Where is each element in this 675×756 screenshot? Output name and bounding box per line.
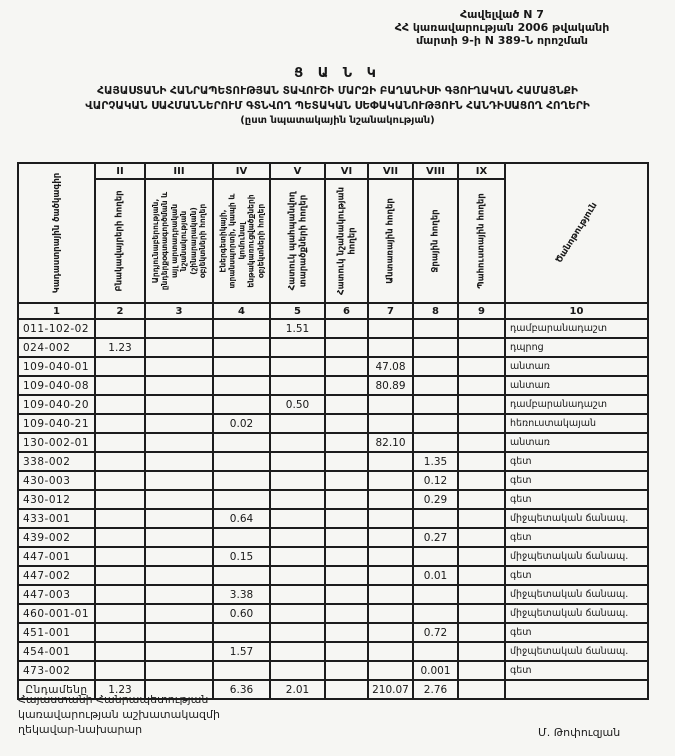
value-cell [458, 661, 505, 680]
value-cell [458, 319, 505, 338]
note-cell: անտառ [505, 357, 648, 376]
value-cell [270, 566, 325, 585]
value-cell [95, 376, 145, 395]
col-header-note: Ծանոթություն [505, 163, 648, 303]
value-cell [325, 642, 368, 661]
col-num-1: 1 [18, 303, 95, 319]
value-cell [325, 395, 368, 414]
value-cell [95, 642, 145, 661]
value-cell [145, 509, 213, 528]
cadastral-code-cell: 011-102-02 [18, 319, 95, 338]
value-cell [458, 604, 505, 623]
value-cell [270, 585, 325, 604]
cadastral-code-cell: 473-002 [18, 661, 95, 680]
value-cell [95, 585, 145, 604]
table-row [18, 452, 648, 471]
value-cell [325, 680, 368, 699]
value-cell [213, 338, 270, 357]
subtitle-line-2: ՎԱՐՉԱԿԱՆ ՍԱՀՄԱՆՆԵՐՈՒՄ ԳՏՆՎՈՂ ՊԵՏԱԿԱՆ ՍԵՓԱԿԱՆՈՒԹՅՈՒՆ ՀԱՆԴԻՍԱՑՈՂ ՀՈՂԵՐԻ [85, 100, 590, 112]
value-cell [458, 623, 505, 642]
value-cell: 0.60 [213, 604, 270, 623]
value-cell [458, 433, 505, 452]
value-cell [270, 338, 325, 357]
value-cell [368, 490, 413, 509]
column-number-row [18, 303, 648, 319]
cadastral-code-cell: 130-002-01 [18, 433, 95, 452]
roman-II: II [95, 163, 145, 179]
value-cell [413, 585, 458, 604]
land-parcels-table [17, 162, 649, 700]
value-cell [368, 604, 413, 623]
note-cell: անտառ [505, 433, 648, 452]
value-cell: 0.27 [413, 528, 458, 547]
col-header-infrastructure-lands: Էներգետիկայի, տրանսպորտի, կապի և կոմունալ ենթակառուցվածքների օբյեկտների հողեր [213, 179, 270, 303]
value-cell [368, 319, 413, 338]
value-cell [95, 661, 145, 680]
value-cell [270, 528, 325, 547]
value-cell [368, 395, 413, 414]
value-cell [270, 490, 325, 509]
value-cell: 1.23 [95, 680, 145, 699]
value-cell [325, 452, 368, 471]
cadastral-code-cell: 433-001 [18, 509, 95, 528]
value-cell [458, 585, 505, 604]
roman-VII: VII [368, 163, 413, 179]
value-cell [368, 623, 413, 642]
value-cell [145, 471, 213, 490]
value-cell [458, 471, 505, 490]
cadastral-code-cell: 451-001 [18, 623, 95, 642]
value-cell: 0.50 [270, 395, 325, 414]
value-cell [413, 395, 458, 414]
table-row [18, 661, 648, 680]
value-cell: 2.76 [413, 680, 458, 699]
value-cell: 0.64 [213, 509, 270, 528]
value-cell: 2.01 [270, 680, 325, 699]
value-cell [458, 547, 505, 566]
cadastral-code-cell: 447-001 [18, 547, 95, 566]
cadastral-code-cell: 109-040-21 [18, 414, 95, 433]
value-cell [458, 490, 505, 509]
value-cell: 0.001 [413, 661, 458, 680]
cadastral-code-cell: 338-002 [18, 452, 95, 471]
table-row [18, 433, 648, 452]
value-cell [325, 585, 368, 604]
cadastral-code-cell: 430-003 [18, 471, 95, 490]
roman-IV: IV [213, 163, 270, 179]
value-cell [270, 661, 325, 680]
value-cell [145, 547, 213, 566]
annex-line-3: մարտի 9-ի N 389-Ն որոշման [415, 34, 589, 47]
table-row [18, 319, 648, 338]
note-cell: դամբարանադաշտ [505, 395, 648, 414]
value-cell [145, 338, 213, 357]
table-row [18, 471, 648, 490]
value-cell [145, 357, 213, 376]
value-cell [145, 585, 213, 604]
cadastral-code-cell: 109-040-20 [18, 395, 95, 414]
value-cell: 1.51 [270, 319, 325, 338]
value-cell [213, 395, 270, 414]
cadastral-code-cell: 454-001 [18, 642, 95, 661]
value-cell [325, 528, 368, 547]
col-header-water-lands: Ջրային հողեր [413, 179, 458, 303]
col-num-5: 5 [270, 303, 325, 319]
table-row [18, 585, 648, 604]
value-cell [95, 452, 145, 471]
note-cell: դպրոց [505, 338, 648, 357]
cadastral-code-cell: Ընդամենը [18, 680, 95, 699]
table-row [18, 338, 648, 357]
value-cell [458, 395, 505, 414]
value-cell [270, 547, 325, 566]
roman-numeral-row [18, 163, 648, 179]
note-cell: միջպետական ճանապ. [505, 604, 648, 623]
value-cell [145, 642, 213, 661]
value-cell [145, 376, 213, 395]
annex-line-1: Հավելված N 7 [460, 8, 544, 21]
table-row [18, 509, 648, 528]
value-cell: 0.02 [213, 414, 270, 433]
value-cell [213, 452, 270, 471]
value-cell [368, 338, 413, 357]
note-cell: գետ [505, 452, 648, 471]
value-cell [325, 338, 368, 357]
value-cell: 47.08 [368, 357, 413, 376]
col-header-settlement-lands: Բնակավայրերի հողեր [95, 179, 145, 303]
value-cell [368, 661, 413, 680]
col-num-2: 2 [95, 303, 145, 319]
col-header-reserve-lands: Պահուստային հողեր [458, 179, 505, 303]
value-cell [213, 433, 270, 452]
value-cell [325, 319, 368, 338]
value-cell [458, 509, 505, 528]
value-cell [325, 433, 368, 452]
value-cell [213, 319, 270, 338]
cadastral-code-cell: 024-002 [18, 338, 95, 357]
value-cell: 0.72 [413, 623, 458, 642]
value-cell [145, 623, 213, 642]
value-cell [95, 566, 145, 585]
value-cell [213, 528, 270, 547]
note-cell: գետ [505, 528, 648, 547]
value-cell [213, 661, 270, 680]
value-cell [213, 357, 270, 376]
col-num-8: 8 [413, 303, 458, 319]
value-cell [458, 452, 505, 471]
footer-line-3: ղեկավար-նախարար [18, 723, 143, 736]
col-header-protected-lands: Հատուկ պահպանվող տարածքների հողեր [270, 179, 325, 303]
note-cell: գետ [505, 490, 648, 509]
value-cell [270, 509, 325, 528]
annex-line-2: ՀՀ կառավարության 2006 թվականի [394, 21, 610, 34]
value-cell [325, 623, 368, 642]
table-row [18, 528, 648, 547]
value-cell [413, 376, 458, 395]
value-cell [270, 433, 325, 452]
value-cell [270, 604, 325, 623]
value-cell [95, 547, 145, 566]
value-cell [270, 471, 325, 490]
value-cell [95, 433, 145, 452]
value-cell: 3.38 [213, 585, 270, 604]
value-cell [95, 395, 145, 414]
value-cell [325, 566, 368, 585]
value-cell [145, 319, 213, 338]
roman-V: V [270, 163, 325, 179]
value-cell: 0.01 [413, 566, 458, 585]
footer-line-1: Հայաստանի Հանրապետության [18, 693, 209, 706]
cadastral-code-cell: 460-001-01 [18, 604, 95, 623]
roman-VI: VI [325, 163, 368, 179]
page-title: Ց Ա Ն Կ [294, 66, 381, 81]
value-cell: 1.23 [95, 338, 145, 357]
value-cell [458, 528, 505, 547]
col-num-7: 7 [368, 303, 413, 319]
value-cell [368, 509, 413, 528]
value-cell: 82.10 [368, 433, 413, 452]
value-cell [95, 623, 145, 642]
value-cell [325, 509, 368, 528]
value-cell [95, 509, 145, 528]
value-cell [413, 338, 458, 357]
value-cell [270, 642, 325, 661]
value-cell [270, 357, 325, 376]
value-cell [213, 376, 270, 395]
value-cell [270, 376, 325, 395]
value-cell [368, 528, 413, 547]
value-cell [270, 623, 325, 642]
value-cell: 0.12 [413, 471, 458, 490]
col-num-9: 9 [458, 303, 505, 319]
value-cell [368, 471, 413, 490]
value-cell [413, 509, 458, 528]
value-cell [145, 528, 213, 547]
value-cell [213, 566, 270, 585]
value-cell [325, 357, 368, 376]
value-cell: 1.35 [413, 452, 458, 471]
value-cell [413, 414, 458, 433]
value-cell [325, 471, 368, 490]
value-cell [458, 414, 505, 433]
roman-III: III [145, 163, 213, 179]
value-cell [145, 414, 213, 433]
note-cell: դամբարանադաշտ [505, 319, 648, 338]
value-cell [270, 452, 325, 471]
value-cell [213, 490, 270, 509]
value-cell: 1.57 [213, 642, 270, 661]
table-row [18, 642, 648, 661]
value-cell [458, 566, 505, 585]
value-cell: 80.89 [368, 376, 413, 395]
value-cell [95, 604, 145, 623]
value-cell [145, 395, 213, 414]
value-cell: 210.07 [368, 680, 413, 699]
annex-reference [337, 8, 667, 47]
table-row [18, 547, 648, 566]
note-cell: միջպետական ճանապ. [505, 547, 648, 566]
cadastral-code-cell: 109-040-08 [18, 376, 95, 395]
value-cell [325, 661, 368, 680]
value-cell [368, 585, 413, 604]
value-cell [413, 319, 458, 338]
value-cell [413, 642, 458, 661]
value-cell [95, 528, 145, 547]
note-cell: գետ [505, 623, 648, 642]
note-cell: միջպետական ճանապ. [505, 585, 648, 604]
note-cell: անտառ [505, 376, 648, 395]
value-cell [145, 604, 213, 623]
note-cell: միջպետական ճանապ. [505, 642, 648, 661]
note-cell: հեռուստակայան [505, 414, 648, 433]
value-cell [270, 414, 325, 433]
value-cell [145, 452, 213, 471]
value-cell [213, 623, 270, 642]
col-num-4: 4 [213, 303, 270, 319]
value-cell [413, 547, 458, 566]
table-row [18, 623, 648, 642]
value-cell [145, 433, 213, 452]
value-cell [325, 376, 368, 395]
note-cell: գետ [505, 471, 648, 490]
value-cell: 0.15 [213, 547, 270, 566]
value-cell [95, 357, 145, 376]
value-cell [413, 357, 458, 376]
roman-IX: IX [458, 163, 505, 179]
signatory-block [18, 692, 220, 737]
value-cell [325, 490, 368, 509]
note-cell: միջպետական ճանապ. [505, 509, 648, 528]
value-cell [95, 319, 145, 338]
value-cell [368, 642, 413, 661]
cadastral-code-cell: 439-002 [18, 528, 95, 547]
col-header-forest-lands: Անտառային հողեր [368, 179, 413, 303]
value-cell [95, 414, 145, 433]
value-cell [458, 338, 505, 357]
note-cell: գետ [505, 661, 648, 680]
value-cell [458, 680, 505, 699]
value-cell: 0.29 [413, 490, 458, 509]
table-row [18, 566, 648, 585]
table-row [18, 357, 648, 376]
value-cell [368, 566, 413, 585]
col-header-cadastral-code: Կադաստրային ծածկագիր [18, 163, 95, 303]
value-cell [145, 566, 213, 585]
value-cell [213, 471, 270, 490]
value-cell [145, 661, 213, 680]
table-row [18, 604, 648, 623]
value-cell [95, 471, 145, 490]
note-cell [505, 680, 648, 699]
value-cell [145, 490, 213, 509]
value-cell [368, 452, 413, 471]
subtitle-line-1: ՀԱՅԱՍՏԱՆԻ ՀԱՆՐԱՊԵՏՈՒԹՅԱՆ ՏԱՎՈՒՇԻ ՄԱՐԶԻ ԲԱՂԱՆԻՍԻ ԳՅՈՒՂԱԿԱՆ ՀԱՄԱՅՆՔԻ [97, 85, 578, 97]
value-cell [325, 604, 368, 623]
cadastral-code-cell: 430-012 [18, 490, 95, 509]
table-row [18, 395, 648, 414]
table-row [18, 490, 648, 509]
value-cell [368, 547, 413, 566]
cadastral-code-cell: 447-003 [18, 585, 95, 604]
signature-name: Մ. Թոփուզյան [538, 726, 621, 739]
footer-line-2: կառավարության աշխատակազմի [18, 708, 220, 721]
value-cell [458, 357, 505, 376]
col-num-6: 6 [325, 303, 368, 319]
subtitle-line-3: (ըստ նպատակային նշանակության) [240, 115, 435, 126]
value-cell [95, 490, 145, 509]
value-cell [368, 414, 413, 433]
col-header-special-purpose-lands: Հատուկ նշանակության հողեր [325, 179, 368, 303]
table-row [18, 376, 648, 395]
value-cell [458, 642, 505, 661]
cadastral-code-cell: 109-040-01 [18, 357, 95, 376]
roman-VIII: VIII [413, 163, 458, 179]
value-cell: 6.36 [213, 680, 270, 699]
value-cell [413, 433, 458, 452]
col-num-3: 3 [145, 303, 213, 319]
note-cell: գետ [505, 566, 648, 585]
value-cell [413, 604, 458, 623]
value-cell [325, 547, 368, 566]
cadastral-code-cell: 447-002 [18, 566, 95, 585]
table-row [18, 414, 648, 433]
value-cell [458, 376, 505, 395]
col-num-10: 10 [505, 303, 648, 319]
value-cell [325, 414, 368, 433]
col-header-industrial-lands: Արդյունաբերության, ընդերքօգտագործման և այլ արտադրական նշանակության (շինարարական) օբյեկտների հողեր [145, 179, 213, 303]
